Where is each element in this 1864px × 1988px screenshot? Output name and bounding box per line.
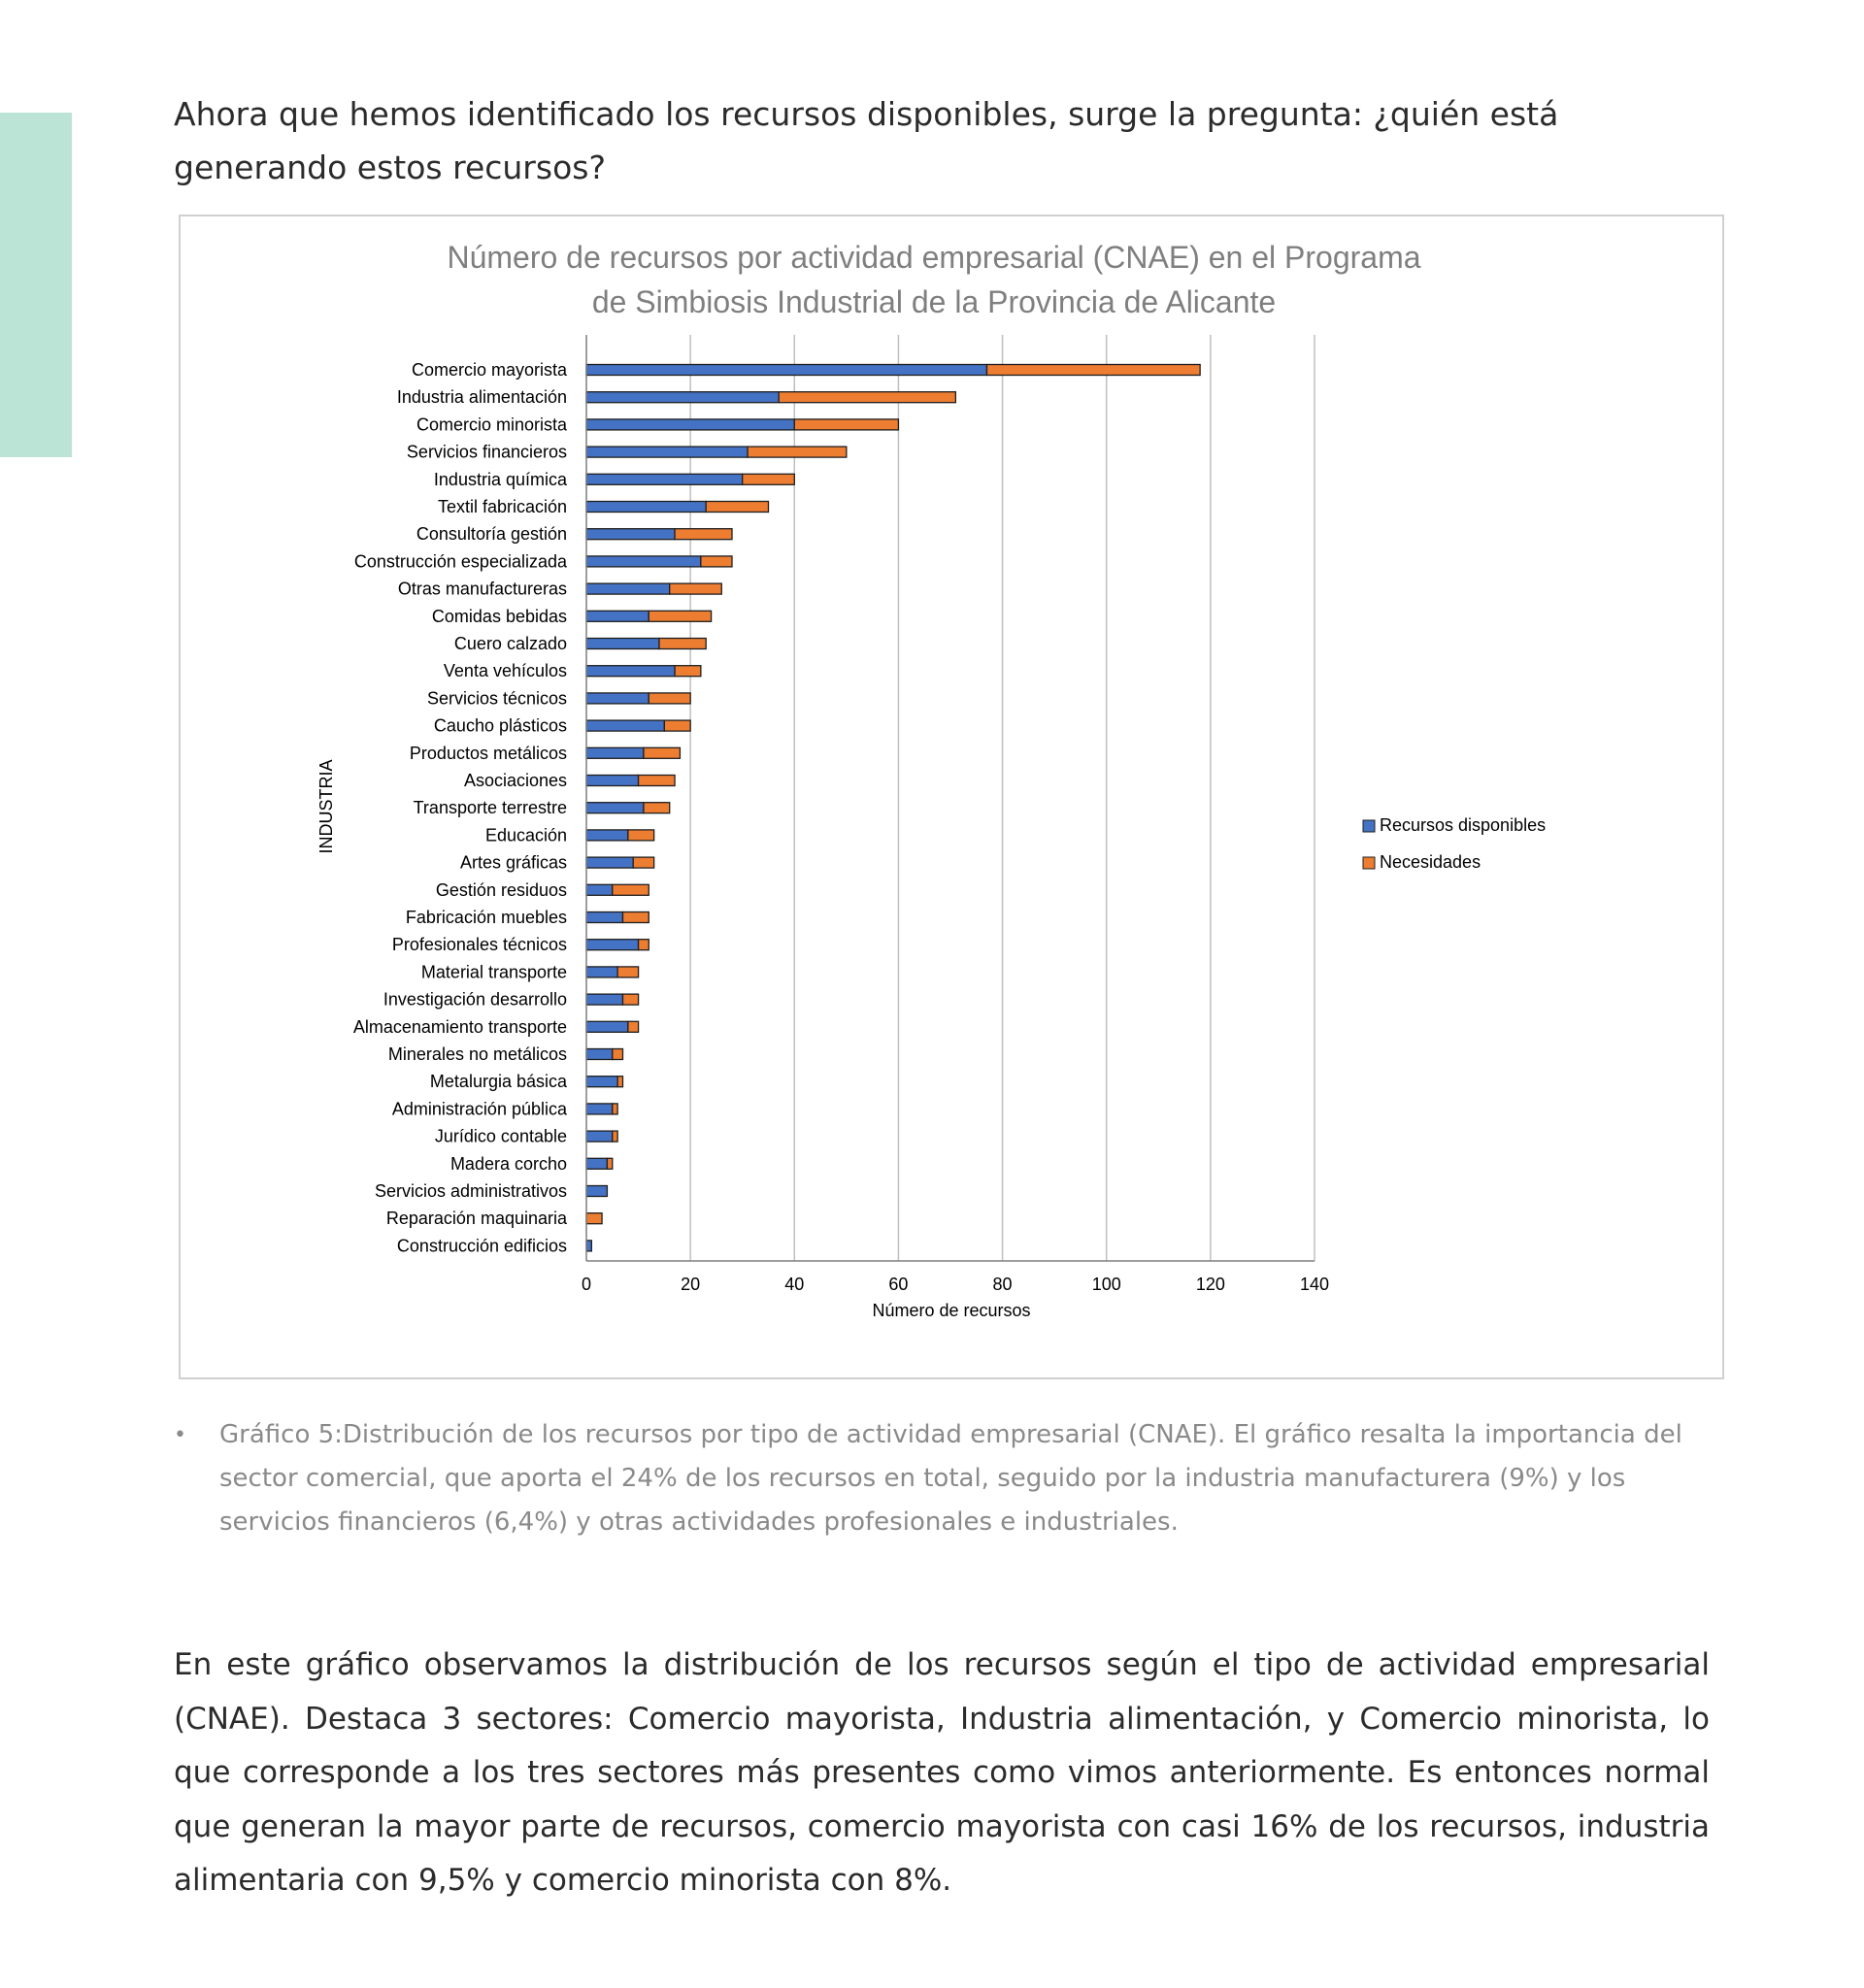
bar-needs [675,666,701,677]
bar-available [586,1241,591,1251]
category-label: Construcción especializada [353,551,567,572]
body-paragraph: En este gráfico observamos la distribución de los recursos según el tipo de actividad empresarial (CNAE). Destaca 3 sectores: Comercio mayorista, Industria alimentación, y Comercio minorista, lo que corresponde a los tres sectores más presentes como vimos anteriormente. Es entonces normal que generan la mayor parte de recursos, comercio mayorista con casi 16% de los recursos, industria alimentaria con 9,5% y comercio minorista con 8%. [174,1647,1710,1898]
category-label: Consultoría gestión [416,524,567,545]
category-label: Administración pública [391,1099,567,1119]
bar-needs [644,803,670,813]
bar-needs [639,776,676,786]
chart-title-line2: de Simbiosis Industrial de la Provincia de Alicante [591,284,1277,319]
bar-available [586,1021,628,1032]
intro-paragraph: Ahora que hemos identificado los recursos disponibles, surge la pregunta: ¿quién está generando estos recursos? [174,95,1559,186]
bar-needs [670,583,722,594]
x-axis-label: Número de recursos [872,1301,1031,1320]
bar-available [586,803,644,813]
y-axis-label: INDUSTRIA [316,759,336,854]
category-label: Construcción edificios [396,1236,567,1256]
bar-needs [649,611,711,621]
category-label: Investigación desarrollo [383,989,567,1010]
bar-available [586,502,706,513]
accent-bar [0,113,72,457]
category-label: Textil fabricación [437,497,567,516]
category-label: Metalurgia básica [429,1072,567,1092]
bars [586,365,1200,1251]
x-tick-label: 120 [1195,1275,1225,1294]
bar-available [586,967,617,977]
chart-caption [174,1413,1708,1544]
bar-needs [623,994,639,1005]
category-label: Madera corcho [449,1153,567,1174]
legend-label-available: Recursos disponibles [1380,815,1547,835]
stacked-bar-chart [181,216,1722,1377]
bar-available [586,365,987,376]
legend-swatch-needs [1363,857,1375,869]
bar-available [586,1158,607,1169]
bar-available [586,556,701,567]
category-label: Venta vehículos [443,661,567,681]
bar-needs [623,912,649,923]
category-label: Productos metálicos [409,743,567,763]
bar-needs [607,1158,612,1169]
category-label: Servicios administrativos [374,1181,567,1201]
bar-available [586,1186,607,1197]
bar-available [586,474,743,484]
bar-available [586,693,649,704]
x-tick-label: 80 [992,1275,1013,1294]
bar-available [586,994,623,1005]
category-label: Profesionales técnicos [391,935,567,955]
category-label: Almacenamiento transporte [352,1016,567,1037]
x-tick-label: 140 [1299,1275,1330,1294]
bar-needs [743,474,795,484]
bar-needs [628,1021,639,1032]
category-label: Gestión residuos [435,879,567,900]
bar-needs [987,365,1201,376]
bar-available [586,392,779,403]
bar-needs [779,392,955,403]
bar-needs [649,693,690,704]
bar-available [586,611,649,621]
x-tick-label: 60 [888,1275,909,1294]
bar-available [586,940,639,950]
bar-needs [586,1213,602,1224]
bar-needs [659,639,706,649]
bar-needs [628,830,654,841]
caption-text: Gráfico 5:Distribución de los recursos por tipo de actividad empresarial (CNAE). El gráfico resalta la importancia del sector comercial, que aporta el 24% de los recursos en total, seguido por la industria manufacturera (9%) y los servicios financieros (6,4%) y otras actividades profesionales e industriales. [219,1420,1682,1537]
category-label: Reparación maquinaria [385,1209,567,1229]
category-label: Otras manufactureras [397,579,567,599]
category-label: Industria alimentación [396,387,567,408]
bar-needs [617,967,638,977]
chart-frame [179,215,1724,1379]
category-labels [353,360,568,1255]
category-label: Comidas bebidas [431,606,567,626]
bar-available [586,419,794,430]
category-label: Artes gráficas [459,852,567,873]
bar-available [586,639,659,649]
category-label: Comercio minorista [416,414,567,435]
category-label: Material transporte [420,962,567,982]
bar-needs [639,940,649,950]
x-tick-label: 20 [681,1275,701,1294]
bar-needs [644,747,681,758]
category-label: Servicios técnicos [426,688,567,709]
category-label: Industria química [433,469,567,489]
bar-available [586,666,675,677]
x-tick-label: 40 [784,1275,805,1294]
category-label: Fabricación muebles [405,908,567,927]
x-tick-label: 100 [1091,1275,1121,1294]
bar-needs [794,419,898,430]
chart-title-line1: Número de recursos por actividad empresarial (CNAE) en el Programa [447,240,1421,275]
bar-available [586,1104,613,1114]
bar-needs [613,1104,617,1114]
bar-available [586,776,639,786]
bar-needs [613,1049,623,1060]
bar-needs [617,1077,622,1087]
category-label: Asociaciones [463,771,567,790]
bar-available [586,857,633,868]
bar-available [586,1077,617,1087]
bar-needs [633,857,653,868]
bar-available [586,447,748,457]
category-label: Cuero calzado [453,634,567,653]
bar-available [586,1131,613,1142]
category-label: Comercio mayorista [411,360,567,380]
bar-needs [664,720,690,731]
bar-needs [701,556,732,567]
bar-needs [748,447,847,457]
bar-available [586,830,628,841]
bar-available [586,747,644,758]
bar-needs [613,1131,617,1142]
caption-bullet: • [174,1423,186,1447]
bar-needs [675,529,732,540]
x-tick-labels [582,1275,1329,1294]
bar-available [586,583,670,594]
bar-needs [613,884,649,895]
bar-available [586,912,623,923]
category-label: Educación [484,825,567,845]
bar-available [586,720,664,731]
bar-available [586,529,675,540]
category-label: Minerales no metálicos [387,1044,567,1064]
bar-available [586,1049,613,1060]
bar-available [586,884,613,895]
legend-label-needs: Necesidades [1380,852,1481,872]
category-label: Transporte terrestre [413,798,567,818]
legend-swatch-available [1363,820,1375,832]
category-label: Jurídico contable [434,1126,567,1146]
legend [1363,815,1546,872]
bar-needs [706,502,768,513]
category-label: Caucho plásticos [433,715,567,736]
x-tick-label: 0 [581,1275,592,1294]
category-label: Servicios financieros [406,442,567,462]
